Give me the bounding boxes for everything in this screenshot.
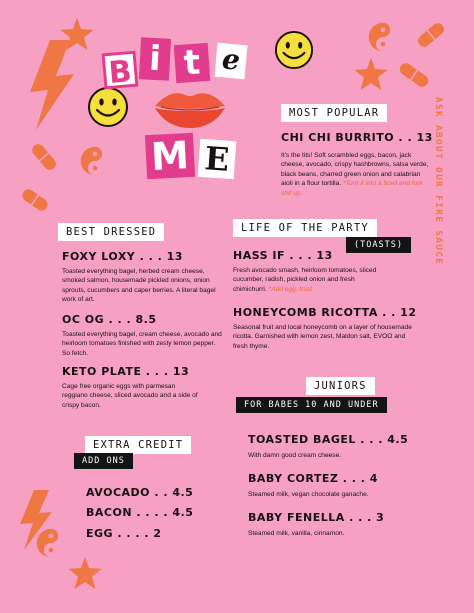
add-on-item: EGG . . . . 2 <box>86 527 162 540</box>
menu-item-desc: With damn good cream cheese. <box>248 452 342 459</box>
smiley-face-icon <box>274 30 314 70</box>
menu-item-title: HASS IF . . . 13 <box>233 249 333 262</box>
pill-icon <box>28 140 60 174</box>
menu-item-title: CHI CHI BURRITO . . 13 <box>281 131 433 144</box>
menu-item-desc: Steamed milk, vegan chocolate ganache. <box>248 491 369 498</box>
star-icon <box>354 58 388 90</box>
title-letter-b: B <box>101 51 138 90</box>
section-extra-credit: EXTRA CREDIT <box>85 436 191 454</box>
title-letter-i: i <box>139 37 171 81</box>
yin-yang-icon <box>80 146 110 176</box>
menu-item-desc: It's the tits! Soft scrambled eggs, bacon, jack cheese, avocado, crispy hashbrowns, salsa verde, black beans, charred green onion and calabrian aioli in a flour tortilla. *Turn it into a bowl and fork shit up. <box>281 152 429 197</box>
pill-icon <box>414 18 448 52</box>
menu-item-title: BABY CORTEZ . . . 4 <box>248 472 378 485</box>
title-letter-m: M <box>145 133 195 179</box>
smiley-face-icon <box>87 86 129 128</box>
menu-item-title: HONEYCOMB RICOTTA . . 12 <box>233 306 417 319</box>
fire-sauce-callout: ASK ABOUT OUR FIRE SAUCE <box>433 97 443 266</box>
yin-yang-icon <box>36 528 66 558</box>
title-letter-e: e <box>215 43 248 79</box>
section-juniors-subtitle: FOR BABES 10 AND UNDER <box>236 397 387 413</box>
section-most-popular: MOST POPULAR <box>281 104 387 122</box>
pill-icon <box>396 58 432 92</box>
pill-icon <box>20 186 50 214</box>
menu-item-desc: Cage free organic eggs with parmesan reggiano cheese, sliced avocado and a side of crispy bacon. <box>62 383 198 409</box>
menu-item-note: *Add egg, trust. <box>268 285 315 293</box>
yin-yang-icon <box>368 22 398 52</box>
section-juniors: JUNIORS <box>306 377 375 395</box>
star-icon <box>68 557 102 589</box>
menu-item-title: KETO PLATE . . . 13 <box>62 365 190 378</box>
menu-item-title: TOASTED BAGEL . . . 4.5 <box>248 433 409 446</box>
section-toasts: (TOASTS) <box>346 237 411 253</box>
menu-item-desc: Toasted everything bagel, cream cheese, avocado and heirloom tomatoes finished with zesty lemon pepper. So fetch. <box>62 331 222 357</box>
lips-icon <box>153 86 227 130</box>
menu-item-desc: Fresh avocado smash, heirloom tomatoes, sliced cucumber, radish, pickled onion and fresh chimichurri. *Add egg, trust. <box>233 267 377 293</box>
menu-item-desc: Steamed milk, vanilla, cinnamon. <box>248 530 345 537</box>
title-letter-t: t <box>174 43 211 83</box>
menu-item-desc: Toasted everything bagel, herbed cream cheese, smoked salmon, housemade pickled onions, onion sprouts, cucumbers and caper berries. A literal bagel work of art. <box>62 268 216 304</box>
menu-item-title: BABY FENELLA . . . 3 <box>248 511 385 524</box>
menu-item-title: OC OG . . . 8.5 <box>62 313 157 326</box>
section-add-ons: ADD ONS <box>74 453 133 469</box>
add-on-item: BACON . . . . 4.5 <box>86 506 194 519</box>
add-on-item: AVOCADO . . 4.5 <box>86 486 194 499</box>
title-letter-e2: E <box>198 139 237 179</box>
star-icon <box>60 18 94 50</box>
menu-item-title: FOXY LOXY . . . 13 <box>62 250 183 263</box>
menu-item-note: *Turn it into a bowl and fork shit up. <box>281 180 423 197</box>
lightning-bolt-icon <box>28 40 78 130</box>
menu-item-desc: Seasonal fruit and local honeycomb on a layer of housemade ricotta. Garnished with lemon zest, Maldon salt, EVOO and fresh thyme. <box>233 324 412 350</box>
section-life-of-the-party: LIFE OF THE PARTY <box>233 219 377 237</box>
section-best-dressed: BEST DRESSED <box>58 223 164 241</box>
